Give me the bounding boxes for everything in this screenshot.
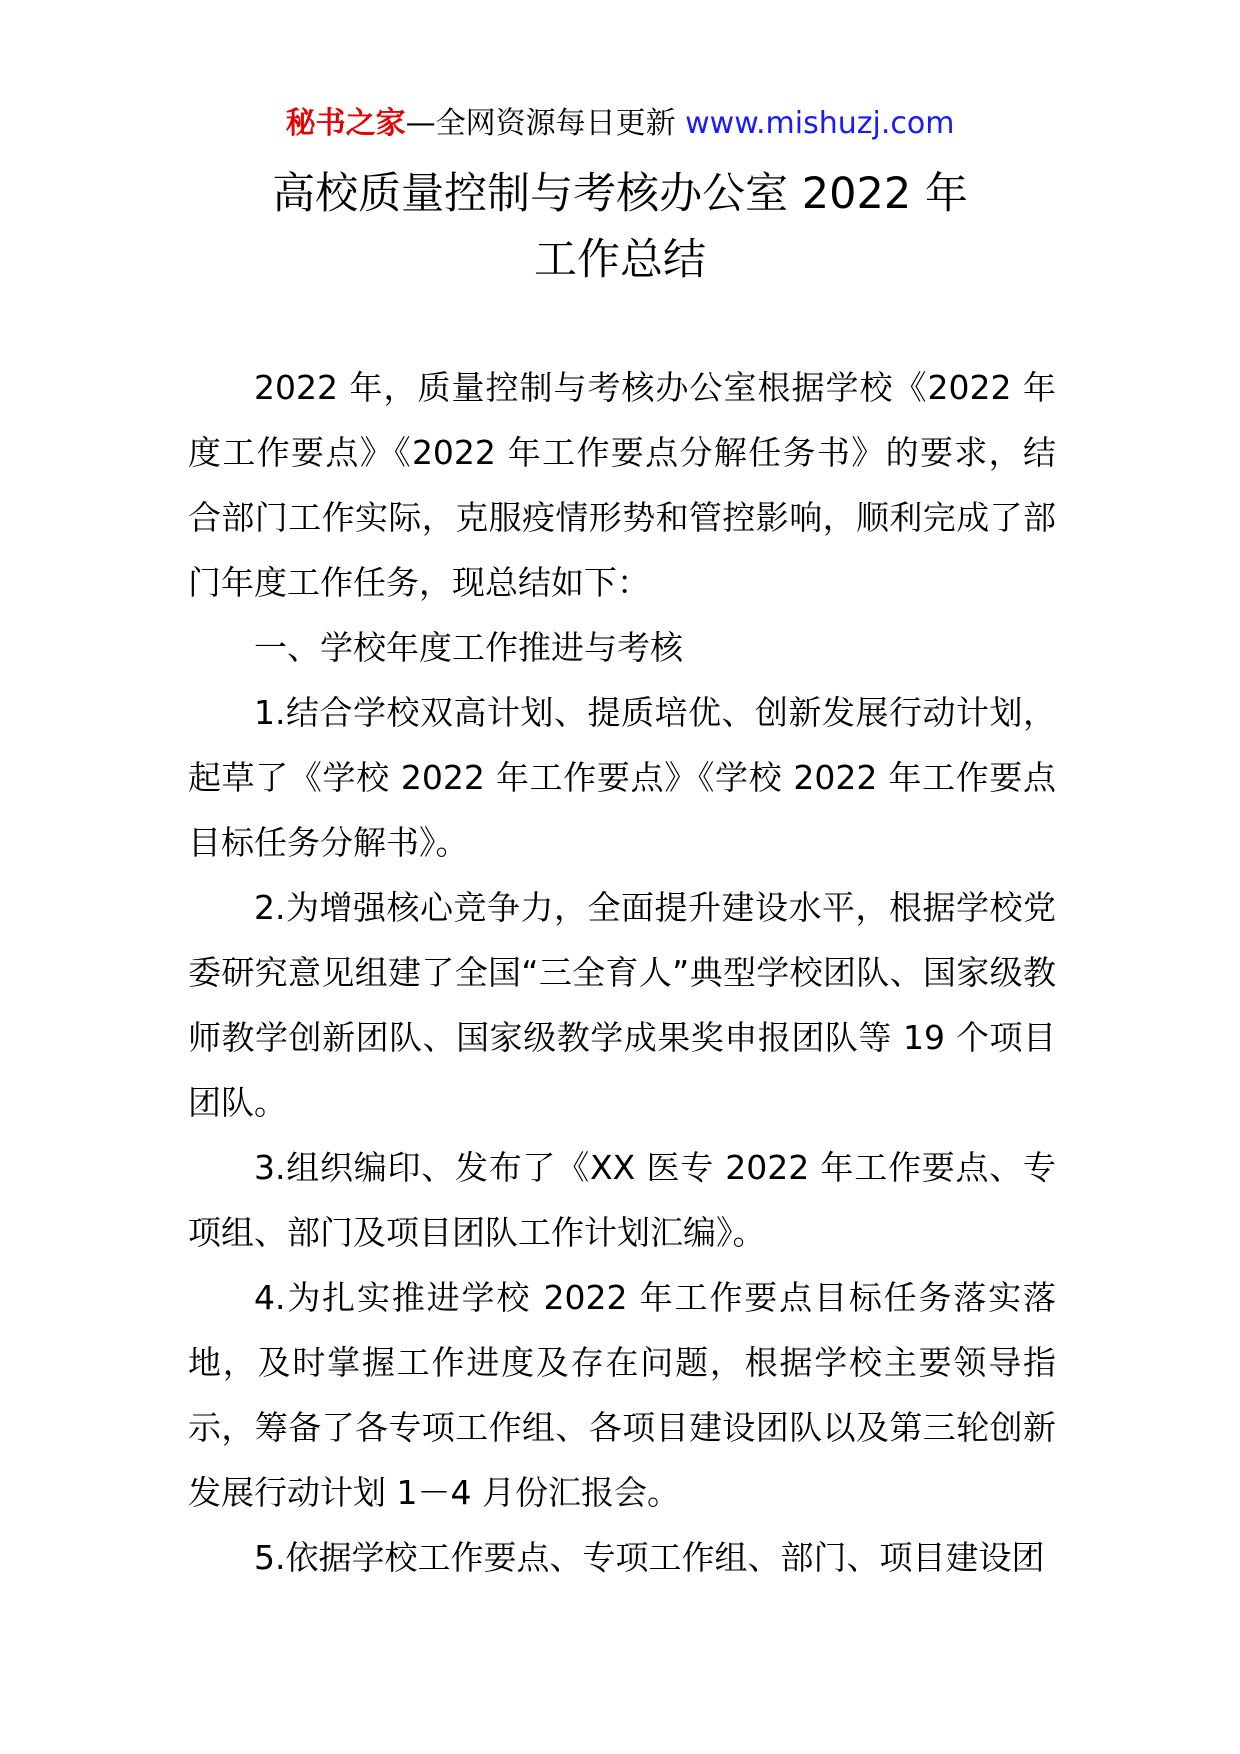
- paragraph-item-2: 2.为增强核心竞争力，全面提升建设水平，根据学校党委研究意见组建了全国“三全育人”典型学校团队、国家级教师教学创新团队、国家级教学成果奖申报团队等 19 个项目团队。: [188, 888, 1056, 1122]
- paragraph-item-5: 5.依据学校工作要点、专项工作组、部门、项目建设团: [254, 1538, 1045, 1577]
- header-slogan: —全网资源每日更新: [405, 106, 676, 141]
- document-title-line-1: 高校质量控制与考核办公室 2022 年: [272, 169, 968, 219]
- brand-name: 秘书之家: [285, 106, 406, 141]
- paragraph-item-4: 4.为扎实推进学校 2022 年工作要点目标任务落实落地，及时掌握工作进度及存在问题，根据学校主要领导指示，筹备了各专项工作组、各项目建设团队以及第三轮创新发展行动计划 1－4 月份汇报会。: [188, 1278, 1056, 1512]
- paragraph-item-1: 1.结合学校双高计划、提质培优、创新发展行动计划，起草了《学校 2022 年工作要点》《学校 2022 年工作要点目标任务分解书》。: [188, 693, 1056, 862]
- section-heading-1: 一、学校年度工作推进与考核: [254, 628, 683, 667]
- document-title-line-2: 工作总结: [534, 235, 706, 285]
- paragraph-item-3: 3.组织编印、发布了《XX 医专 2022 年工作要点、专项组、部门及项目团队工作计划汇编》。: [188, 1148, 1056, 1252]
- paragraph-intro: 2022 年，质量控制与考核办公室根据学校《2022 年度工作要点》《2022 年工作要点分解任务书》的要求，结合部门工作实际，克服疫情形势和管控影响，顺利完成了部门年度工作任务，现总结如下：: [188, 368, 1056, 602]
- site-url-link[interactable]: www.mishuzj.com: [685, 106, 955, 141]
- site-header: [0, 104, 1240, 144]
- document-body: [188, 355, 1056, 1590]
